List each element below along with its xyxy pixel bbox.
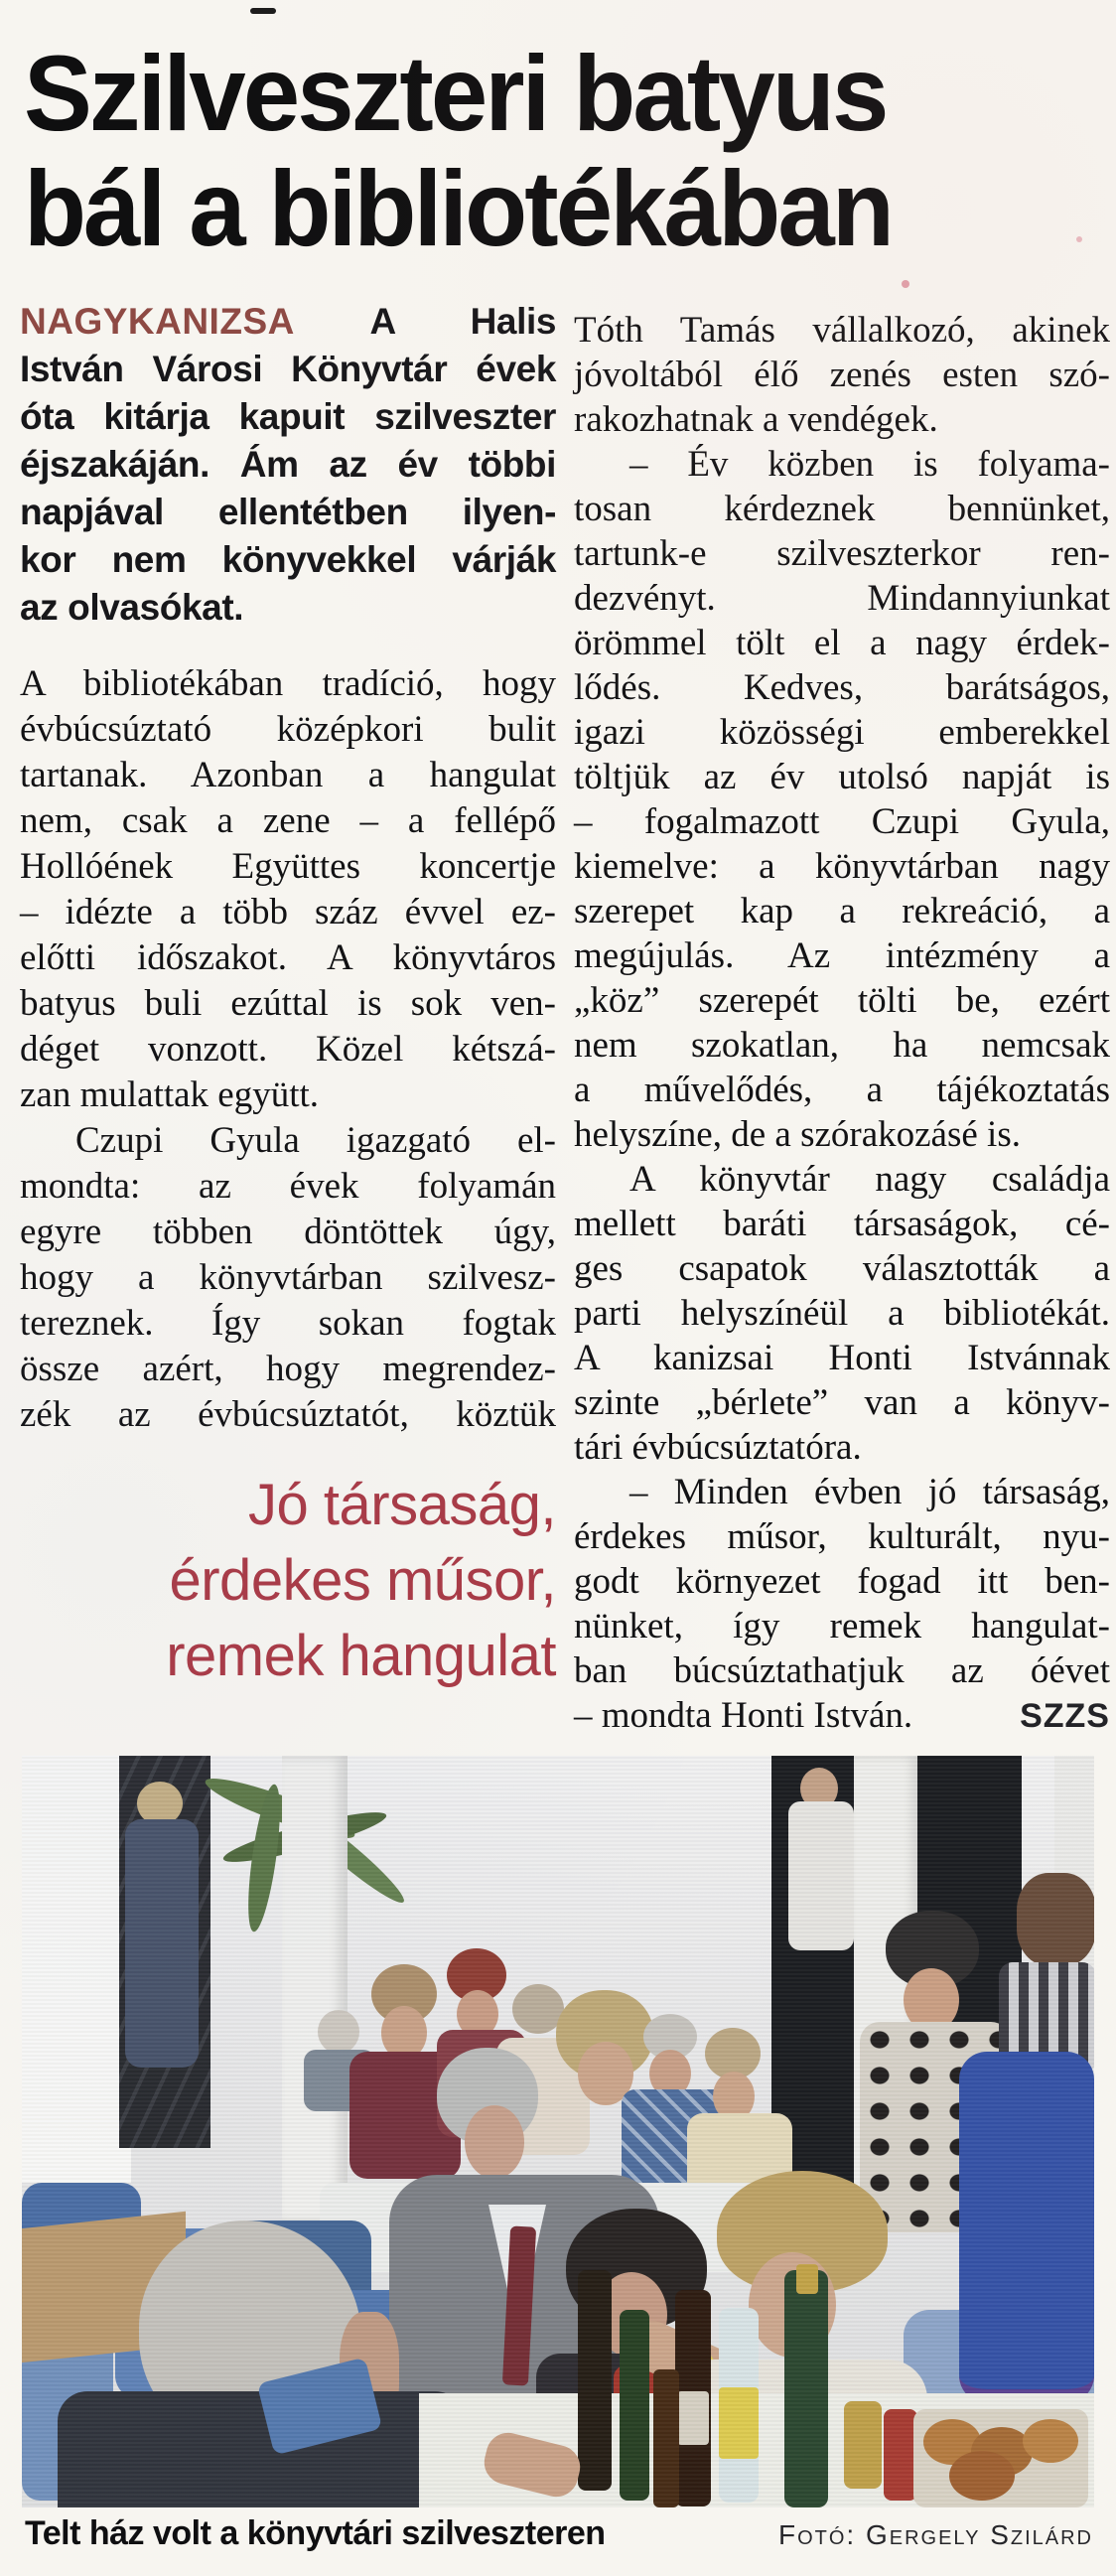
article-body-left [20, 661, 556, 1438]
paragraph [20, 1118, 556, 1438]
article-headline [24, 33, 1057, 268]
text-line: össze azért, hogy megrendez- [20, 1349, 556, 1389]
text-line: A bibliotékában tradíció, hogy [20, 663, 556, 704]
text-line: remek hangulat [166, 1624, 556, 1688]
closing-line [574, 1693, 1110, 1739]
paragraph [574, 1157, 1110, 1470]
text-line: A könyvtár nagy családja [629, 1159, 1110, 1200]
text-line: tereznek. Így sokan fogtak [20, 1303, 556, 1344]
text-line: kiemelve: a könyvtárban nagy [574, 846, 1110, 887]
text-line: NAGYKANIZSA A Halis [20, 301, 557, 342]
text-line: szerepet kap a rekreáció, a [574, 891, 1110, 931]
text-line: Tóth Tamás vállalkozó, akinek [574, 310, 1110, 351]
text-line: jóvoltából élő zenés esten szó- [574, 355, 1110, 395]
text-line: az olvasókat. [20, 587, 244, 628]
text-line: mondta: az évek folyamán [20, 1166, 556, 1207]
text-line: bál a bibliotékában [24, 148, 893, 268]
article-column-right [574, 308, 1110, 1739]
text-line: örömmel tölt el a nagy érdek- [574, 623, 1110, 663]
text-line: déget vonzott. Közel kétszá- [20, 1029, 556, 1070]
location-tag: NAGYKANIZSA [20, 301, 370, 342]
photo-grain-overlay [22, 1756, 1094, 2507]
text-line: előtti időszakot. A könyvtáros [20, 937, 556, 978]
text-line: nünket, így remek hangulat- [574, 1606, 1110, 1646]
text-line: parti helyszínéül a bibliotékát. [574, 1293, 1110, 1334]
text-line: tosan kérdeznek bennünket, [574, 489, 1110, 529]
text-line: évbúcsúztató középkori bulit [20, 709, 556, 750]
text-line: szinte „bérlete” van a könyv- [574, 1382, 1110, 1423]
scan-speck [1076, 236, 1082, 242]
text-line: helyszíne, de a szórakozásé is. [574, 1114, 1021, 1155]
text-line: Jó társaság, [248, 1473, 556, 1537]
text-line: – idézte a több száz évvel ez- [20, 892, 556, 932]
text-line: igazi közösségi emberekkel [574, 712, 1110, 753]
text-line: egyre többen döntöttek úgy, [20, 1212, 556, 1252]
text-line: Szilveszteri batyus [24, 33, 887, 153]
scan-speck [902, 280, 909, 288]
text-line: hogy a könyvtárban szilvesz- [20, 1257, 556, 1298]
text-line: éjszakáján. Ám az év többi [20, 444, 556, 485]
text-line: megújulás. Az intézmény a [574, 935, 1110, 976]
pull-quote [20, 1468, 556, 1694]
photo-scene [22, 1756, 1094, 2507]
article-column-left [20, 298, 556, 1694]
party-photo [22, 1756, 1094, 2507]
text-line: Czupi Gyula igazgató el- [75, 1120, 556, 1161]
text-line: István Városi Könyvtár évek [20, 349, 556, 389]
text-line: „köz” szerepét tölti be, ezért [574, 980, 1110, 1021]
scan-speck [250, 8, 276, 14]
text-line: a művelődés, a tájékoztatás [574, 1070, 1110, 1110]
paragraph [574, 308, 1110, 442]
paragraph [20, 661, 556, 1118]
text-line: töltjük az év utolsó napját is [574, 757, 1110, 797]
text-line: zan mulattak együtt. [20, 1074, 320, 1115]
text-line: A kanizsai Honti Istvánnak [574, 1338, 1110, 1378]
text-line: – Év közben is folyama- [629, 444, 1110, 485]
text-line: Hollóének Együttes koncertje [20, 846, 556, 887]
text-line: batyus buli ezúttal is sok ven- [20, 983, 556, 1024]
text-line: mellett baráti társaságok, cé- [574, 1204, 1110, 1244]
closing-text: – mondta Honti István. [574, 1695, 913, 1736]
caption-bar [25, 2512, 1093, 2556]
paragraph [574, 442, 1110, 1157]
text-line: kor nem könyvekkel várják [20, 539, 556, 580]
paragraph [574, 1470, 1110, 1693]
author-byline: SZZS [1020, 1697, 1110, 1735]
text-line: zék az évbúcsúztatót, köztük [20, 1394, 556, 1435]
text-line: – Minden évben jó társaság, [629, 1472, 1110, 1512]
text-line: – fogalmazott Czupi Gyula, [574, 801, 1110, 842]
article-body-right [574, 308, 1110, 1693]
text-line: godt környezet fogad itt ben- [574, 1561, 1110, 1602]
text-line: ban búcsúztathatjuk az óévet [574, 1650, 1110, 1691]
text-line: nem szokatlan, ha nemcsak [574, 1025, 1110, 1066]
text-line: érdekes műsor, [169, 1548, 556, 1613]
text-line: tartanak. Azonban a hangulat [20, 755, 556, 795]
photo-credit: Fotó: Gergely Szilárd [777, 2519, 1093, 2550]
text-line: ges csapatok választották a [574, 1248, 1110, 1289]
text-line: napjával ellentétben ilyen- [20, 492, 556, 532]
text-line: dezvényt. Mindannyiunkat [574, 578, 1110, 619]
text-line: óta kitárja kapuit szilveszter [20, 396, 556, 437]
text-line: rakozhatnak a vendégek. [574, 399, 938, 440]
text-line: tartunk-e szilveszterkor ren- [574, 533, 1110, 574]
article-lead [20, 298, 556, 632]
text-line: érdekes műsor, kulturált, nyu- [574, 1516, 1110, 1557]
text-line: lődés. Kedves, barátságos, [574, 667, 1110, 708]
text-line: tári évbúcsúztatóra. [574, 1427, 862, 1468]
photo-caption: Telt ház volt a könyvtári szilveszteren [25, 2514, 606, 2552]
text-line: nem, csak a zene – a fellépő [20, 800, 556, 841]
